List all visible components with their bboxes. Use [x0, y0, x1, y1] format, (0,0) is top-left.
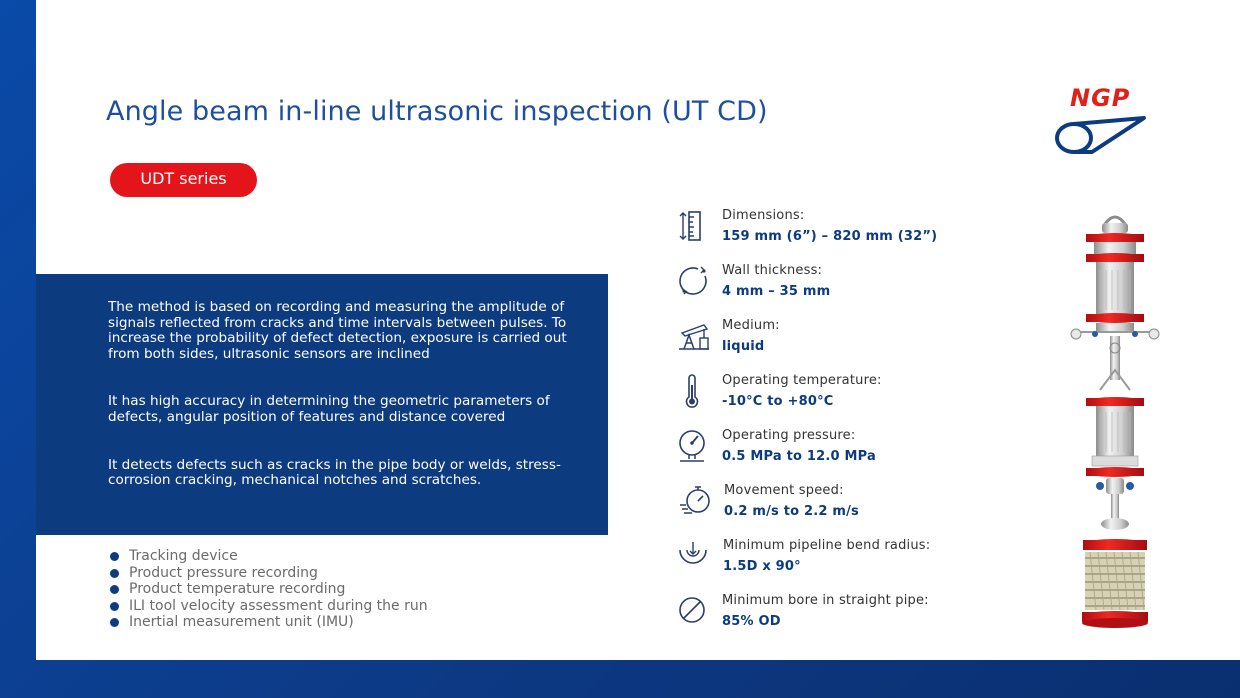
ngp-logo [1052, 86, 1152, 158]
bend-radius-icon [677, 538, 713, 574]
description-panel [36, 274, 608, 535]
spec-label: Wall thickness: [722, 263, 823, 278]
spec-value: 1.5D x 90° [723, 559, 801, 574]
diameter-icon [676, 593, 712, 629]
features-list [110, 548, 428, 631]
spec-medium [676, 318, 976, 364]
thermometer-icon [676, 373, 712, 409]
pipe-wall-icon [676, 263, 712, 299]
stopwatch-icon [678, 483, 714, 519]
pressure-gauge-icon [676, 428, 712, 464]
spec-value: 0.5 MPa to 12.0 MPa [722, 449, 876, 464]
feature-item: Product temperature recording [110, 581, 428, 598]
ruler-icon [676, 208, 712, 244]
feature-item: Product pressure recording [110, 565, 428, 582]
spec-bend-radius [677, 538, 977, 584]
inspection-tool-image [1060, 210, 1170, 635]
spec-label: Operating temperature: [722, 373, 882, 388]
spec-value: 0.2 m/s to 2.2 m/s [724, 504, 859, 519]
spec-label: Operating pressure: [722, 428, 856, 443]
description-paragraph: It detects defects such as cracks in the pipe body or welds, stress-corrosion cracking, mechanical notches and scratches. [108, 456, 561, 489]
feature-item: ILI tool velocity assessment during the run [110, 598, 428, 615]
spec-operating-pressure [676, 428, 976, 474]
spec-value: 159 mm (6”) – 820 mm (32”) [722, 229, 938, 244]
feature-item: Tracking device [110, 548, 428, 565]
spec-minimum-bore [676, 593, 976, 639]
spec-label: Dimensions: [722, 208, 805, 223]
spec-movement-speed [678, 483, 978, 529]
spec-label: Medium: [722, 318, 780, 333]
spec-wall-thickness [676, 263, 976, 309]
oil-pump-icon [676, 318, 712, 354]
spec-value: 85% OD [722, 614, 781, 629]
slide [36, 0, 1240, 660]
spec-operating-temperature [676, 373, 976, 419]
spec-value: liquid [722, 339, 765, 354]
spec-value: 4 mm – 35 mm [722, 284, 831, 299]
feature-item: Inertial measurement unit (IMU) [110, 614, 428, 631]
spec-value: -10°C to +80°C [722, 394, 834, 409]
description-paragraph: It has high accuracy in determining the geometric parameters of defects, angular position of features and distance covered [108, 393, 550, 425]
logo-text: NGP [1070, 84, 1131, 112]
spec-label: Minimum bore in straight pipe: [722, 593, 929, 608]
description-paragraph: The method is based on recording and measuring the amplitude of signals reflected from cracks and time intervals between pulses. To increase the probability of defect detection, exposure is carried out from both sides, ultrasonic sensors are inclined [108, 299, 567, 362]
series-badge: UDT series [110, 163, 257, 197]
spec-label: Minimum pipeline bend radius: [723, 538, 931, 553]
spec-label: Movement speed: [724, 483, 844, 498]
spec-dimensions [676, 208, 976, 254]
page-title: Angle beam in-line ultrasonic inspection (UT CD) [106, 96, 768, 127]
